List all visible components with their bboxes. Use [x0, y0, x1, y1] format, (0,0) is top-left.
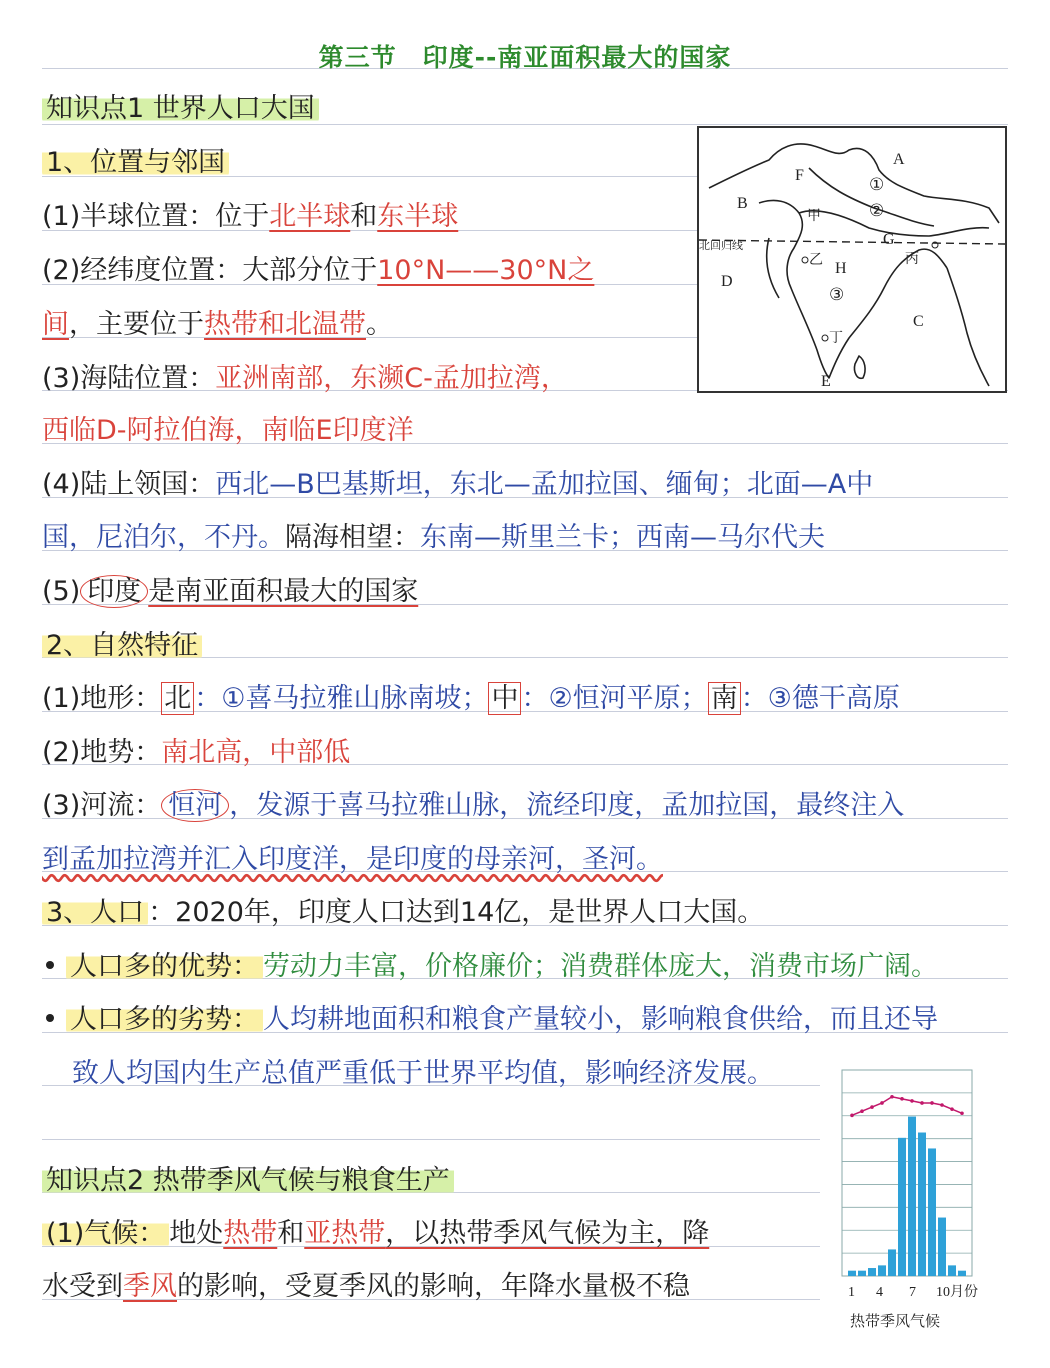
neighbors-line-cont: [42, 521, 825, 555]
map-label-yi: 乙: [809, 253, 823, 268]
ganges-circled: 恒河: [161, 789, 229, 822]
map-label-f: F: [795, 167, 804, 184]
temp-point-2: [860, 1109, 864, 1113]
tropical-text: 热带: [223, 1218, 278, 1249]
sea-land-line-cont: [42, 414, 414, 448]
precip-bar-7: [908, 1117, 916, 1276]
temp-point-7: [910, 1099, 914, 1103]
bullet-icon: [46, 961, 54, 969]
india-map: [697, 126, 1007, 393]
temp-point-4: [880, 1101, 884, 1105]
largest-country-line: [42, 575, 418, 609]
climate-description: ，以热带季风气候为主，降: [385, 1218, 710, 1249]
river-description-cont: 到孟加拉湾并汇入印度洋，是印度的母亲河，圣河。: [42, 844, 663, 875]
precip-bar-2: [858, 1271, 866, 1276]
hemisphere-line: [42, 200, 458, 234]
eastern-hemisphere: 东半球: [377, 201, 459, 232]
section-3: [42, 896, 764, 930]
across-sea-value: 东南—斯里兰卡；西南—马尔代夫: [420, 522, 825, 553]
precip-bar-1: [848, 1271, 856, 1276]
temp-point-5: [890, 1095, 894, 1099]
subtropical-text: 亚热带: [304, 1218, 386, 1249]
precip-description: 的影响，受夏季风的影响，年降水量极不稳: [177, 1271, 690, 1302]
terrain-middle: ：②恒河平原；: [521, 683, 708, 714]
precip-bar-6: [898, 1138, 906, 1276]
disadvantage-value: 人均耕地面积和粮食产量较小，影响粮食供给，而且还导: [263, 1004, 938, 1035]
temp-point-9: [930, 1101, 934, 1105]
climate-line: [42, 1217, 709, 1251]
across-sea-label: 隔海相望：: [285, 522, 420, 553]
climate-zones: 热带和北温带: [204, 309, 366, 340]
x-tick-4: 4: [876, 1285, 883, 1300]
sea-land-label: (3)海陆位置：: [42, 363, 216, 394]
temp-point-12: [960, 1111, 964, 1115]
south-box: 南: [708, 682, 741, 715]
terrain-south: ：③德干高原: [740, 683, 900, 714]
sea-land-line: [42, 362, 568, 396]
section-1: [42, 146, 229, 180]
river-label: (3)河流：: [42, 790, 162, 821]
climate-line-cont: [42, 1270, 690, 1304]
advantage-value: 劳动力丰富，价格廉价；消费群体庞大，消费市场广阔。: [263, 951, 938, 982]
page-title: 第三节 印度--南亚面积最大的国家: [318, 43, 732, 72]
map-label-c: C: [913, 313, 924, 330]
kp1-heading: 知识点1 世界人口大国: [42, 93, 319, 124]
x-tick-10: 10月份: [936, 1285, 978, 1300]
precip-bar-12: [958, 1271, 966, 1276]
mainly-text: ，主要位于: [69, 309, 204, 340]
temp-point-10: [940, 1103, 944, 1107]
neighbors-value: 西北—B巴基斯坦，东北—孟加拉国、缅甸；北面—A中: [215, 469, 874, 500]
topography-value: 南北高，中部低: [161, 737, 351, 768]
precip-bar-8: [918, 1133, 926, 1276]
advantage-label: 人口多的优势：: [66, 951, 263, 982]
largest-country-text: 是南亚面积最大的国家: [148, 576, 419, 607]
west-border: [767, 238, 779, 298]
city-yi-dot: [802, 257, 808, 263]
map-label-2: ②: [869, 201, 885, 220]
knowledge-point-2: [42, 1164, 454, 1198]
india-circled: 印度: [80, 575, 148, 608]
map-label-a: A: [893, 151, 905, 168]
section-2-heading: 2、自然特征: [42, 630, 202, 661]
map-label-e: E: [821, 373, 831, 390]
and-text: 和: [350, 201, 378, 232]
precip-text: 水受到: [42, 1271, 123, 1302]
terrain-line: [42, 682, 900, 716]
topography-line: [42, 736, 350, 770]
precip-bar-5: [888, 1249, 896, 1276]
disadvantage-label: 人口多的劣势：: [66, 1004, 263, 1035]
tropic-label: 北回归线: [699, 240, 743, 252]
map-label-1: ①: [869, 175, 885, 194]
disadvantage-line-cont: [72, 1057, 774, 1091]
climate-chart: [836, 1066, 996, 1336]
precip-bar-9: [928, 1148, 936, 1276]
precip-bar-11: [948, 1265, 956, 1276]
terrain-label: (1)地形：: [42, 683, 162, 714]
map-label-3: ③: [829, 285, 845, 304]
chart-frame: [842, 1070, 972, 1276]
temp-point-3: [870, 1105, 874, 1109]
item-5-number: (5): [42, 576, 81, 607]
sri-lanka: [854, 356, 865, 378]
india-map-svg: [699, 128, 1005, 391]
monsoon-text: 季风: [123, 1271, 177, 1302]
section-2: [42, 629, 202, 663]
x-tick-1: 1: [848, 1285, 855, 1300]
knowledge-point-1: [42, 92, 319, 126]
climate-label: (1)气候：: [42, 1218, 169, 1249]
northern-border: [709, 144, 999, 223]
neighbors-value-cont: 国，尼泊尔，不丹。: [42, 522, 285, 553]
section-1-heading: 1、位置与邻国: [42, 147, 229, 178]
neighbors-label: (4)陆上领国：: [42, 469, 216, 500]
map-label-b: B: [737, 195, 748, 212]
located-in-text: 地处: [169, 1218, 224, 1249]
east-coast: [947, 268, 989, 386]
hemisphere-label: (1)半球位置：位于: [42, 201, 270, 232]
map-label-jia: 甲: [807, 209, 821, 224]
map-label-h: H: [835, 260, 847, 277]
and-text-2: 和: [277, 1218, 305, 1249]
disadvantage-line: [42, 1003, 938, 1037]
latlong-range-end: 间: [42, 309, 69, 340]
temp-point-6: [900, 1097, 904, 1101]
x-tick-7: 7: [909, 1285, 916, 1300]
latlong-label: (2)经纬度位置：大部分位于: [42, 255, 378, 286]
latlong-line-cont: [42, 308, 393, 342]
chart-title: 热带季风气候: [850, 1312, 941, 1330]
precip-bar-4: [878, 1265, 886, 1276]
river-line: [42, 789, 904, 823]
precip-bar-10: [938, 1218, 946, 1276]
north-box: 北: [161, 682, 194, 715]
advantage-line: [42, 950, 938, 984]
tropic-line: [699, 240, 1005, 244]
river-description: ，发源于喜马拉雅山脉，流经印度，孟加拉国，最终注入: [229, 790, 905, 821]
map-label-g: G: [883, 231, 895, 248]
neighbors-line: [42, 468, 873, 502]
bullet-icon: [46, 1014, 54, 1022]
latlong-line: [42, 254, 594, 288]
map-label-bing: 丙: [905, 252, 919, 267]
city-ding-dot: [822, 335, 828, 341]
latlong-range: 10°N——30°N之: [377, 255, 595, 286]
temp-point-1: [850, 1114, 854, 1118]
sea-land-value: 亚洲南部，东濒C-孟加拉湾，: [215, 363, 568, 394]
map-label-d: D: [721, 273, 733, 290]
temp-point-11: [950, 1107, 954, 1111]
section-3-heading: 3、人口: [42, 897, 148, 928]
precip-bar-3: [868, 1268, 876, 1276]
india-coast: [759, 200, 947, 378]
river-line-cont: [42, 843, 663, 877]
topography-label: (2)地势：: [42, 737, 162, 768]
northern-hemisphere: 北半球: [269, 201, 351, 232]
period: 。: [366, 309, 393, 340]
sea-land-value-cont: 西临D-阿拉伯海，南临E印度洋: [42, 415, 414, 446]
map-label-ding: 丁: [829, 331, 843, 346]
terrain-north: ：①喜马拉雅山脉南坡；: [194, 683, 489, 714]
disadvantage-value-cont: 致人均国内生产总值严重低于世界平均值，影响经济发展。: [72, 1058, 774, 1089]
temp-point-8: [920, 1101, 924, 1105]
kp2-heading: 知识点2 热带季风气候与粮食生产: [42, 1165, 454, 1196]
population-text: ：2020年，印度人口达到14亿，是世界人口大国。: [148, 897, 765, 928]
middle-box: 中: [488, 682, 521, 715]
climate-chart-svg: [836, 1066, 996, 1336]
